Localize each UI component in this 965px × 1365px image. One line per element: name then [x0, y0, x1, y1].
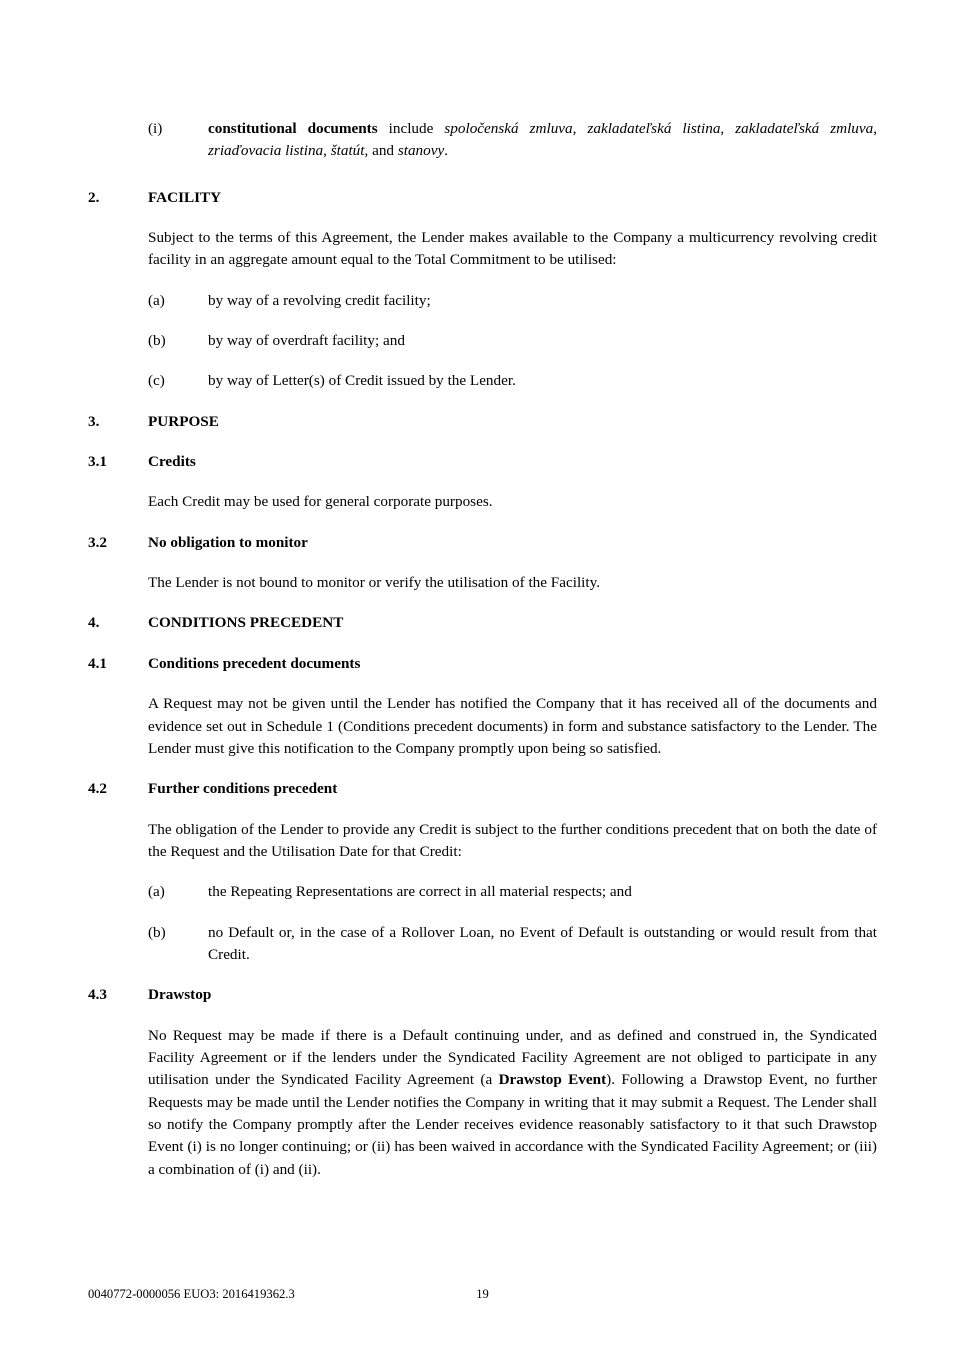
clause-marker: (i) — [148, 120, 163, 137]
list-item — [148, 922, 877, 967]
section-heading-3-1 — [88, 451, 877, 473]
list-marker: (a) — [148, 291, 165, 309]
clause-sep-3: , — [873, 120, 878, 137]
list-marker: (a) — [148, 883, 165, 901]
section-2-intro: Subject to the terms of this Agreement, the Lender makes available to the Company a multicurrency revolving credit facility in an aggregate amount equal to the Total Commitment to be utilised: — [148, 229, 877, 269]
list-item — [148, 290, 877, 312]
list-item — [148, 370, 877, 392]
section-3-1-paragraph: Each Credit may be used for general corporate purposes. — [148, 493, 493, 511]
section-title: Drawstop — [148, 986, 212, 1004]
clause-italic-3: zakladateľská zmluva — [735, 120, 874, 137]
clause-italic-6: stanovy — [397, 142, 445, 160]
list-text: the Repeating Representations are correct in all material respects; and — [208, 883, 632, 901]
list-item — [148, 330, 877, 352]
clause-sep-4: , — [323, 142, 331, 160]
section-heading-3-2 — [88, 532, 877, 554]
section-title: PURPOSE — [148, 412, 219, 430]
clause-sep-1: , — [572, 120, 588, 137]
section-4-3-paragraph — [148, 1025, 877, 1181]
page-footer — [88, 1285, 877, 1304]
section-number: 2. — [88, 188, 100, 206]
clause-italic-2: zakladateľská listina — [587, 120, 721, 137]
section-4-1-paragraph: A Request may not be given until the Lender has notified the Company that it has received all of the documents and evidence set out in Schedule 1 (Conditions precedent documents) in form and substance satisfactory to the Lender. The Lender must give this notification to the Company promptly upon being so satisfied. — [148, 695, 877, 757]
section-heading-4-3 — [88, 984, 877, 1006]
section-heading-4-1 — [88, 653, 877, 675]
list-text: by way of overdraft facility; and — [208, 332, 405, 350]
clause-sep-2: , — [720, 120, 736, 137]
list-text: by way of a revolving credit facility; — [208, 291, 431, 309]
section-number: 3.2 — [88, 533, 107, 551]
clause-end: . — [444, 142, 449, 160]
section-number: 4. — [88, 614, 100, 632]
clause-bold-term: constitutional documents — [208, 120, 378, 137]
section-number: 4.3 — [88, 986, 107, 1004]
drawstop-part-2: ). Following a Drawstop Event, no further Requests may be made until the Lender notifies the Company in writing that it may submit a Request. The Lender shall so notify the Company promptly after the Lender receives evidence reasonably satisfactory to it that such Drawstop Event (i) is no longer continuing; or (ii) has been waived in accordance with the Syndicated Facility Agreement; or (iii) a combination of (i) and (ii). — [148, 1071, 878, 1178]
clause-roman-i — [148, 118, 877, 163]
section-heading-2 — [88, 187, 877, 209]
section-number: 3. — [88, 412, 100, 430]
list-marker: (c) — [148, 372, 165, 390]
list-item — [148, 881, 877, 903]
section-title: Conditions precedent documents — [148, 654, 361, 672]
clause-text — [208, 118, 877, 163]
list-marker: (b) — [148, 332, 166, 350]
section-4-2-paragraph: The obligation of the Lender to provide any Credit is subject to the further conditions precedent that on both the date of the Request and the Utilisation Date for that Credit: — [148, 820, 877, 860]
section-title: Credits — [148, 453, 196, 471]
footer-page-number: 19 — [476, 1286, 489, 1301]
section-title: Further conditions precedent — [148, 780, 338, 798]
section-title: FACILITY — [148, 188, 222, 206]
section-number: 4.2 — [88, 780, 107, 798]
drawstop-bold-term: Drawstop Event — [498, 1071, 607, 1089]
clause-sep-5: , and — [364, 142, 398, 160]
clause-text-1: include — [377, 120, 445, 137]
list-text: no Default or, in the case of a Rollover Loan, no Event of Default is outstanding or would result from that Credit. — [208, 923, 877, 963]
section-title: CONDITIONS PRECEDENT — [148, 614, 344, 632]
drawstop-part-1: No Request may be made if there is a Default continuing under, and as defined and construed in, the Syndicated Facility Agreement or if the lenders under the Syndicated Facility Agreement are not obliged to participate in any utilisation under the Syndicated Facility Agreement (a — [148, 1026, 877, 1089]
list-text: by way of Letter(s) of Credit issued by the Lender. — [208, 372, 516, 390]
section-heading-4 — [88, 612, 877, 634]
clause-italic-5: štatút — [330, 142, 365, 160]
clause-italic-4: zriaďovacia listina — [208, 142, 324, 160]
section-title: No obligation to monitor — [148, 533, 308, 551]
section-3-2-paragraph: The Lender is not bound to monitor or verify the utilisation of the Facility. — [148, 574, 601, 592]
footer-reference: 0040772-0000056 EUO3: 2016419362.3 — [88, 1286, 295, 1301]
clause-italic-1: spoločenská zmluva — [444, 120, 573, 137]
list-marker: (b) — [148, 923, 166, 941]
section-number: 3.1 — [88, 453, 107, 471]
section-heading-3 — [88, 411, 877, 433]
section-number: 4.1 — [88, 654, 107, 672]
section-heading-4-2 — [88, 778, 877, 800]
